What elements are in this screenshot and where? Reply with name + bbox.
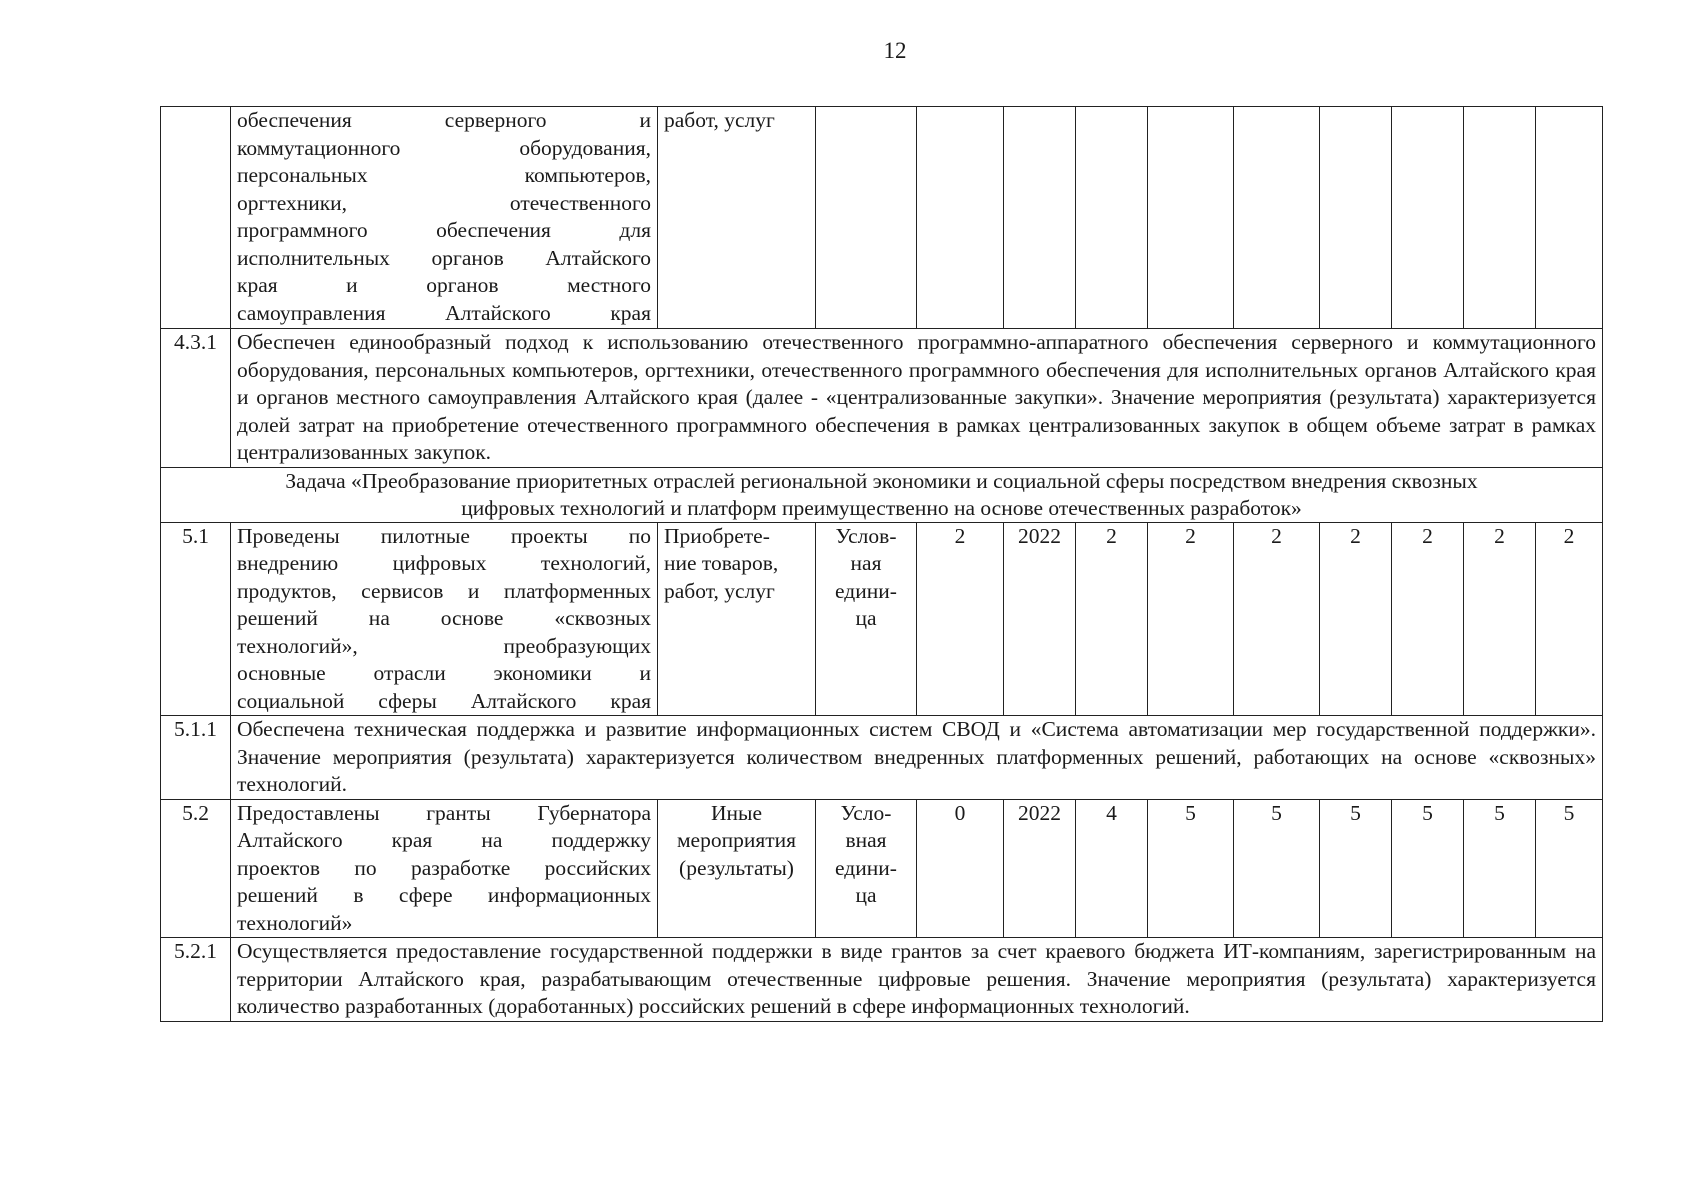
row-description-cell: Обеспечен единообразный подход к использованию отечественного программно-аппаратного обеспечения серверного и коммутационного оборудования, персональных компьютеров, оргтехники, отечественного программного обеспечения для исполнительных органов Алтайского края и органов местного самоуправления Алтайского края (далее - «централизованные закупки». Значение мероприятия (результата) характеризуется долей затрат на приобретение отечественного программного обеспечения в рамках централизованных закупок в общем объеме затрат в рамках централизованных закупок. <box>231 329 1603 468</box>
unit-line: едини- <box>835 855 897 880</box>
result-type-line: работ, услуг <box>664 578 775 603</box>
result-name-cell <box>231 799 658 938</box>
result-name-line: Предоставлены гранты Губернатора <box>237 800 651 825</box>
value-cell <box>1234 107 1320 329</box>
result-name-line: решений в сфере информационных <box>237 883 651 907</box>
result-name-line: программного обеспечения для <box>237 218 651 242</box>
result-type-cell: работ, услуг <box>658 107 816 329</box>
unit-line: ца <box>855 883 877 907</box>
unit-cell <box>816 107 917 329</box>
unit-cell <box>816 522 917 716</box>
table-row-5-2 <box>161 799 1603 938</box>
unit-line: ная <box>850 551 882 575</box>
row-number-cell: 4.3.1 <box>161 329 231 468</box>
row-description-cell: Обеспечена техническая поддержка и развитие информационных систем СВОД и «Система автоматизации мер государственной поддержки». Значение мероприятия (результата) характеризуется количеством внедренных платформенных решений, работающих на основе «сквозных» технологий. <box>231 716 1603 800</box>
result-type-line: Иные <box>710 800 763 825</box>
results-table <box>160 106 1603 1022</box>
result-name-line: Проведены пилотные проекты по <box>237 523 651 548</box>
value-cell: 5 <box>1392 799 1464 938</box>
task-heading-cell <box>161 467 1603 522</box>
value-cell: 2 <box>1320 522 1392 716</box>
result-name-line: коммутационного оборудования, <box>237 135 651 160</box>
value-cell: 5 <box>1148 799 1234 938</box>
result-name-line: решений на основе «сквозных <box>237 606 651 630</box>
task-heading-line: Задача «Преобразование приоритетных отраслей региональной экономики и социальной сферы посредством внедрения сквозных <box>285 468 1478 493</box>
result-name-line: основные отрасли экономики и <box>237 661 651 685</box>
value-cell: 2 <box>1076 522 1148 716</box>
result-name-line: края и органов местного <box>237 273 651 297</box>
table-row-continuation <box>161 107 1603 329</box>
value-cell <box>1148 107 1234 329</box>
value-cell: 5 <box>1536 799 1603 938</box>
task-row <box>161 467 1603 522</box>
page-number: 12 <box>883 38 907 63</box>
value-cell: 5 <box>1464 799 1536 938</box>
result-name-line: оргтехники, отечественного <box>237 190 651 215</box>
result-name-line: персональных компьютеров, <box>237 163 651 187</box>
unit-line: Усло- <box>840 800 892 825</box>
value-cell <box>1320 107 1392 329</box>
row-number-cell: 5.1 <box>161 522 231 716</box>
row-number-cell: 5.2.1 <box>161 938 231 1022</box>
value-cell <box>917 107 1004 329</box>
unit-line: ца <box>855 606 877 630</box>
base-year-cell: 2022 <box>1004 799 1076 938</box>
base-value-cell: 0 <box>917 799 1004 938</box>
result-name-line: исполнительных органов Алтайского <box>237 245 651 270</box>
row-description-cell: Осуществляется предоставление государственной поддержки в виде грантов за счет краевого бюджета ИТ-компаниям, зарегистрированным на территории Алтайского края, разрабатывающим отечественные цифровые решения. Значение мероприятия (результата) характеризуется количество разработанных (доработанных) российских решений в сфере информационных технологий. <box>231 938 1603 1022</box>
value-cell: 2 <box>1234 522 1320 716</box>
value-cell <box>1464 107 1536 329</box>
result-name-line: самоуправления Алтайского края <box>237 300 651 325</box>
result-name-line: обеспечения серверного и <box>237 108 651 132</box>
value-cell <box>1076 107 1148 329</box>
table-row-4-3-1 <box>161 329 1603 468</box>
value-cell: 5 <box>1320 799 1392 938</box>
result-name-line: Алтайского края на поддержку <box>237 828 651 852</box>
value-cell: 2 <box>1536 522 1603 716</box>
result-type-line: (результаты) <box>679 855 794 880</box>
unit-line: едини- <box>835 578 897 603</box>
row-number-cell: 5.1.1 <box>161 716 231 800</box>
unit-line: вная <box>845 828 887 852</box>
value-cell: 5 <box>1234 799 1320 938</box>
result-name-line: внедрению цифровых технологий, <box>237 551 651 575</box>
value-cell <box>1392 107 1464 329</box>
base-year-cell: 2022 <box>1004 522 1076 716</box>
value-cell <box>1536 107 1603 329</box>
result-name-cell <box>231 107 658 329</box>
result-name-cell <box>231 522 658 716</box>
value-cell: 2 <box>1464 522 1536 716</box>
row-number-cell: 5.2 <box>161 799 231 938</box>
table-row-5-1-1 <box>161 716 1603 800</box>
result-name-line: социальной сферы Алтайского края <box>237 688 651 713</box>
table-row-5-2-1 <box>161 938 1603 1022</box>
result-name-line: технологий» <box>237 910 353 935</box>
result-name-line: технологий», преобразующих <box>237 633 651 658</box>
unit-cell <box>816 799 917 938</box>
value-cell: 2 <box>1148 522 1234 716</box>
value-cell: 2 <box>1392 522 1464 716</box>
task-heading-line: цифровых технологий и платформ преимущественно на основе отечественных разработок» <box>461 495 1302 520</box>
result-type-cell <box>658 799 816 938</box>
value-cell: 4 <box>1076 799 1148 938</box>
result-type-line: ние товаров, <box>664 551 779 575</box>
value-cell <box>1004 107 1076 329</box>
base-value-cell: 2 <box>917 522 1004 716</box>
table-row-5-1 <box>161 522 1603 716</box>
result-name-line: продуктов, сервисов и платформенных <box>237 578 651 603</box>
result-type-cell <box>658 522 816 716</box>
unit-line: Услов- <box>835 523 897 548</box>
result-type-line: Приобрете- <box>664 523 770 548</box>
result-type-line: мероприятия <box>676 828 797 852</box>
row-number-cell <box>161 107 231 329</box>
result-name-line: проектов по разработке российских <box>237 855 651 880</box>
